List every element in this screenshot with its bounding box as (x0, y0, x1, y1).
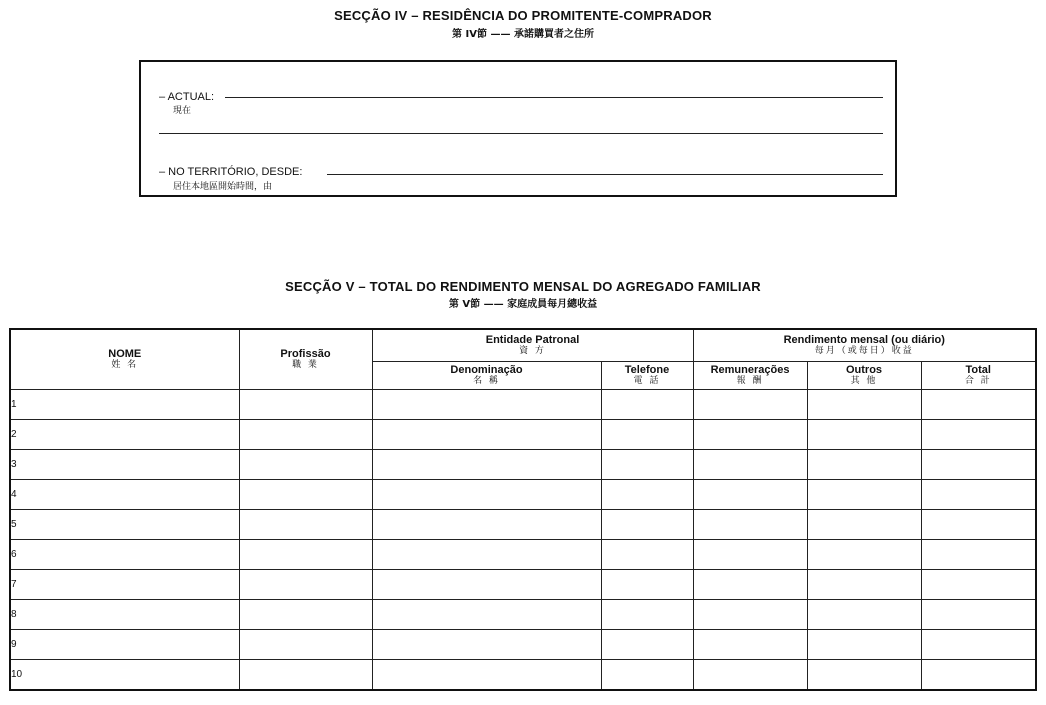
section-5-subtitle: 第 V節 —— 家庭成員每月總收益 (448, 299, 598, 310)
header-profissao: Profissão 職 業 (239, 329, 372, 390)
row-number: 5 (11, 519, 17, 530)
row-number: 6 (11, 549, 17, 560)
cell-telefone[interactable] (601, 630, 693, 660)
table-row (10, 510, 1036, 540)
row-number: 7 (11, 579, 17, 590)
actual-field-line-1[interactable] (225, 97, 883, 98)
territorio-field-line[interactable] (327, 174, 883, 175)
cell-outros[interactable] (807, 510, 921, 540)
cell-total[interactable] (921, 630, 1036, 660)
cell-total[interactable] (921, 660, 1036, 691)
table-row (10, 450, 1036, 480)
income-table (9, 328, 1037, 691)
cell-total[interactable] (921, 570, 1036, 600)
cell-outros[interactable] (807, 390, 921, 420)
actual-field-line-2[interactable] (159, 133, 883, 134)
row-number: 2 (11, 429, 17, 440)
cell-remuneracoes[interactable] (693, 630, 807, 660)
row-number: 1 (11, 399, 17, 410)
cell-telefone[interactable] (601, 390, 693, 420)
cell-remuneracoes[interactable] (693, 390, 807, 420)
cell-denominacao[interactable] (372, 390, 601, 420)
cell-remuneracoes[interactable] (693, 660, 807, 691)
header-rendimento-mensal: Rendimento mensal (ou diário) 每月（或每日）收益 (693, 329, 1036, 362)
cell-outros[interactable] (807, 630, 921, 660)
residence-box (139, 60, 897, 197)
cell-telefone[interactable] (601, 540, 693, 570)
cell-remuneracoes[interactable] (693, 450, 807, 480)
table-row (10, 390, 1036, 420)
cell-remuneracoes[interactable] (693, 510, 807, 540)
cell-nome[interactable] (10, 630, 239, 660)
actual-label-cn: 現在 (173, 106, 192, 116)
cell-nome[interactable] (10, 570, 239, 600)
actual-label: – ACTUAL: (159, 91, 215, 103)
cell-outros[interactable] (807, 600, 921, 630)
cell-profissao[interactable] (239, 540, 372, 570)
cell-profissao[interactable] (239, 480, 372, 510)
section-5-title: SECÇÃO V – TOTAL DO RENDIMENTO MENSAL DO AGREGADO FAMILIAR (285, 279, 761, 294)
cell-remuneracoes[interactable] (693, 420, 807, 450)
cell-telefone[interactable] (601, 660, 693, 691)
cell-profissao[interactable] (239, 390, 372, 420)
table-row (10, 420, 1036, 450)
cell-remuneracoes[interactable] (693, 540, 807, 570)
cell-telefone[interactable] (601, 480, 693, 510)
cell-total[interactable] (921, 600, 1036, 630)
cell-telefone[interactable] (601, 570, 693, 600)
cell-denominacao[interactable] (372, 600, 601, 630)
cell-nome[interactable] (10, 510, 239, 540)
cell-telefone[interactable] (601, 420, 693, 450)
cell-total[interactable] (921, 510, 1036, 540)
cell-nome[interactable] (10, 480, 239, 510)
cell-denominacao[interactable] (372, 540, 601, 570)
cell-nome[interactable] (10, 660, 239, 691)
table-row (10, 540, 1036, 570)
cell-total[interactable] (921, 450, 1036, 480)
cell-denominacao[interactable] (372, 480, 601, 510)
cell-nome[interactable] (10, 420, 239, 450)
cell-total[interactable] (921, 420, 1036, 450)
header-remuneracoes: Remunerações 報 酬 (693, 362, 807, 390)
section-4-title: SECÇÃO IV – RESIDÊNCIA DO PROMITENTE-COMPRADOR (334, 8, 712, 23)
cell-denominacao[interactable] (372, 450, 601, 480)
cell-denominacao[interactable] (372, 570, 601, 600)
table-body (10, 390, 1036, 691)
cell-telefone[interactable] (601, 510, 693, 540)
cell-telefone[interactable] (601, 600, 693, 630)
header-nome: NOME 姓 名 (10, 329, 239, 390)
cell-outros[interactable] (807, 540, 921, 570)
row-number: 3 (11, 459, 17, 470)
table-row (10, 660, 1036, 691)
cell-nome[interactable] (10, 600, 239, 630)
table-row (10, 630, 1036, 660)
section-4-subtitle: 第 IV節 —— 承諾購買者之住所 (452, 29, 594, 40)
cell-profissao[interactable] (239, 630, 372, 660)
cell-profissao[interactable] (239, 420, 372, 450)
table-row (10, 570, 1036, 600)
cell-denominacao[interactable] (372, 510, 601, 540)
cell-outros[interactable] (807, 450, 921, 480)
cell-denominacao[interactable] (372, 660, 601, 691)
cell-telefone[interactable] (601, 450, 693, 480)
cell-remuneracoes[interactable] (693, 570, 807, 600)
table-row (10, 600, 1036, 630)
header-telefone: Telefone 電 話 (601, 362, 693, 390)
header-denominacao: Denominação 名 稱 (372, 362, 601, 390)
row-number: 9 (11, 639, 17, 650)
cell-profissao[interactable] (239, 510, 372, 540)
table-row (10, 480, 1036, 510)
cell-profissao[interactable] (239, 450, 372, 480)
cell-outros[interactable] (807, 480, 921, 510)
cell-profissao[interactable] (239, 660, 372, 691)
cell-outros[interactable] (807, 660, 921, 691)
territorio-label: – NO TERRITÓRIO, DESDE: (159, 166, 303, 178)
cell-remuneracoes[interactable] (693, 480, 807, 510)
cell-nome[interactable] (10, 390, 239, 420)
cell-nome[interactable] (10, 540, 239, 570)
cell-remuneracoes[interactable] (693, 600, 807, 630)
row-number: 4 (11, 489, 17, 500)
header-entidade-patronal: Entidade Patronal 資 方 (372, 329, 693, 362)
cell-outros[interactable] (807, 570, 921, 600)
header-outros: Outros 其 他 (807, 362, 921, 390)
cell-profissao[interactable] (239, 570, 372, 600)
cell-denominacao[interactable] (372, 630, 601, 660)
cell-total[interactable] (921, 390, 1036, 420)
territorio-label-cn: 居住本地區開始時間，由 (173, 182, 273, 192)
cell-denominacao[interactable] (372, 420, 601, 450)
cell-outros[interactable] (807, 420, 921, 450)
row-number: 10 (11, 669, 23, 680)
cell-nome[interactable] (10, 450, 239, 480)
cell-profissao[interactable] (239, 600, 372, 630)
row-number: 8 (11, 609, 17, 620)
cell-total[interactable] (921, 540, 1036, 570)
cell-total[interactable] (921, 480, 1036, 510)
header-total: Total 合 計 (921, 362, 1036, 390)
